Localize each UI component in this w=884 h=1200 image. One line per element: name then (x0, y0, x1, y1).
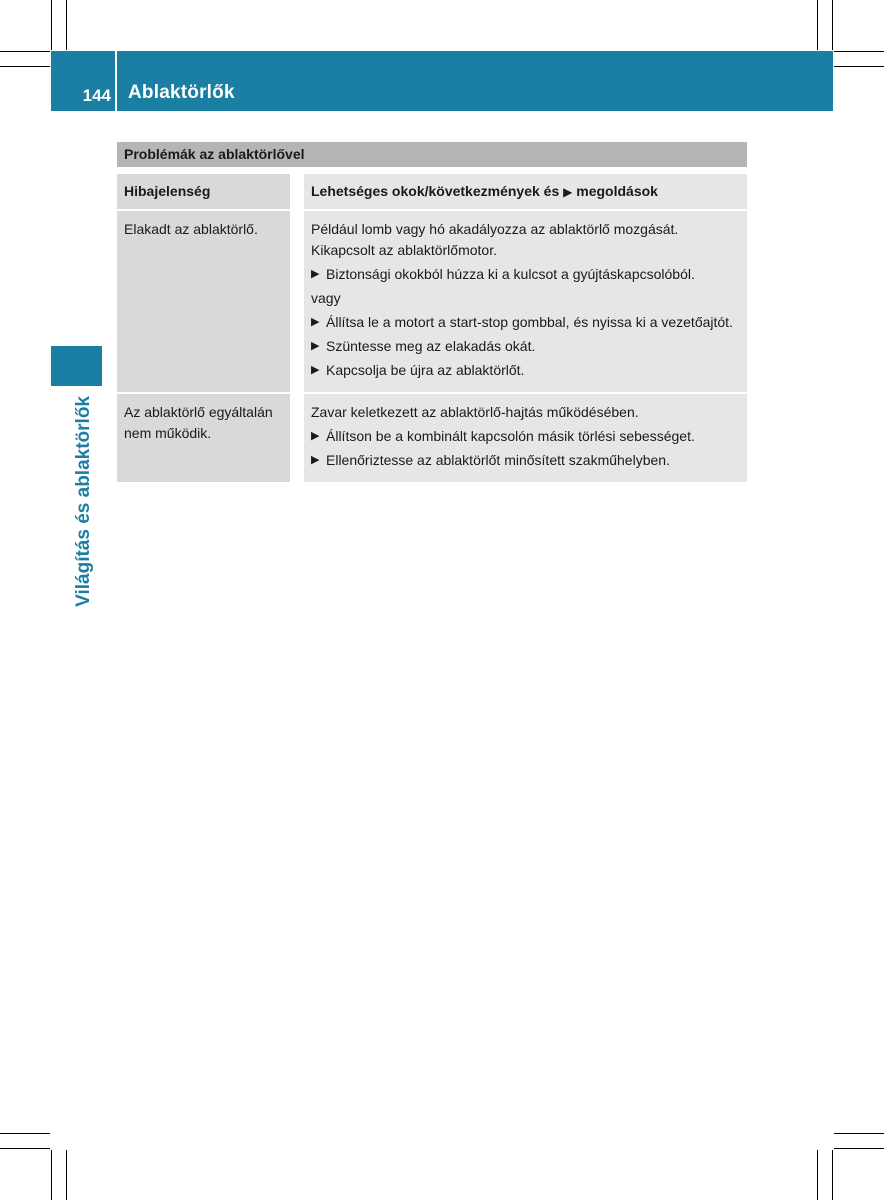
step-text: Kapcsolja be újra az ablaktörlőt. (326, 362, 525, 378)
section-title: Világítás és ablaktörlők (73, 396, 94, 607)
crop-mark (832, 1150, 833, 1200)
step-item (311, 336, 743, 357)
step-text: Szüntesse meg az elakadás okát. (326, 338, 536, 354)
chapter-title: Ablaktörlők (128, 82, 235, 103)
triangle-right-icon: ▶ (311, 268, 320, 280)
crop-mark (0, 51, 50, 52)
crop-mark (834, 1133, 884, 1134)
crop-mark (66, 1150, 67, 1200)
solution-cell (304, 394, 747, 482)
table-row (117, 209, 747, 392)
triangle-right-icon: ▶ (311, 454, 320, 466)
step-item (311, 312, 743, 333)
header-symptom: Hibajelenség (117, 174, 304, 209)
cause-text: Zavar keletkezett az ablaktörlő-hajtás működésében. (311, 404, 639, 420)
symptom-cell: Elakadt az ablaktörlő. (117, 211, 304, 392)
crop-mark (51, 0, 52, 50)
step-item (311, 450, 743, 471)
crop-mark (0, 1133, 50, 1134)
header-divider (115, 51, 117, 111)
crop-mark (817, 0, 818, 50)
triangle-right-icon: ▶ (563, 185, 573, 199)
step-item (311, 426, 743, 447)
step-text: Ellenőriztesse az ablaktörlőt minősített szakműhelyben. (326, 452, 670, 468)
crop-mark (66, 0, 67, 50)
step-item (311, 264, 743, 285)
step-text: Állítsa le a motort a start-stop gombbal, és nyissa ki a vezetőajtót. (326, 314, 733, 330)
symptom-cell: Az ablaktörlő egyáltalán nem működik. (117, 394, 304, 482)
page-header (51, 51, 833, 111)
triangle-right-icon: ▶ (311, 340, 320, 352)
crop-mark (832, 0, 833, 50)
step-text: Állítson be a kombinált kapcsolón másik törlési sebességet. (326, 428, 695, 444)
crop-mark (0, 1148, 50, 1149)
crop-mark (817, 1150, 818, 1200)
table-row (117, 392, 747, 482)
triangle-right-icon: ▶ (311, 316, 320, 328)
page-number: 144 (82, 86, 111, 105)
header-causes-label: Lehetséges okok/következmények és (311, 183, 560, 199)
crop-mark (834, 66, 884, 67)
solution-cell (304, 211, 747, 392)
step-text: Biztonsági okokból húzza ki a kulcsot a gyújtáskapcsolóból. (326, 266, 695, 282)
table-title: Problémák az ablaktörlővel (117, 142, 747, 167)
triangle-right-icon: ▶ (311, 430, 320, 442)
table-header-row (117, 174, 747, 209)
crop-mark (834, 1148, 884, 1149)
cause-text: Például lomb vagy hó akadályozza az ablaktörlő mozgását. Kikapcsolt az ablaktörlőmotor. (311, 221, 679, 258)
section-tab (51, 346, 102, 386)
step-item (311, 360, 743, 381)
header-causes (304, 174, 747, 209)
triangle-right-icon: ▶ (311, 364, 320, 376)
crop-mark (0, 66, 50, 67)
troubleshooting-table (117, 142, 747, 482)
alternative-text: vagy (311, 290, 341, 306)
header-solutions-label: megoldások (576, 183, 658, 199)
crop-mark (834, 51, 884, 52)
crop-mark (51, 1150, 52, 1200)
